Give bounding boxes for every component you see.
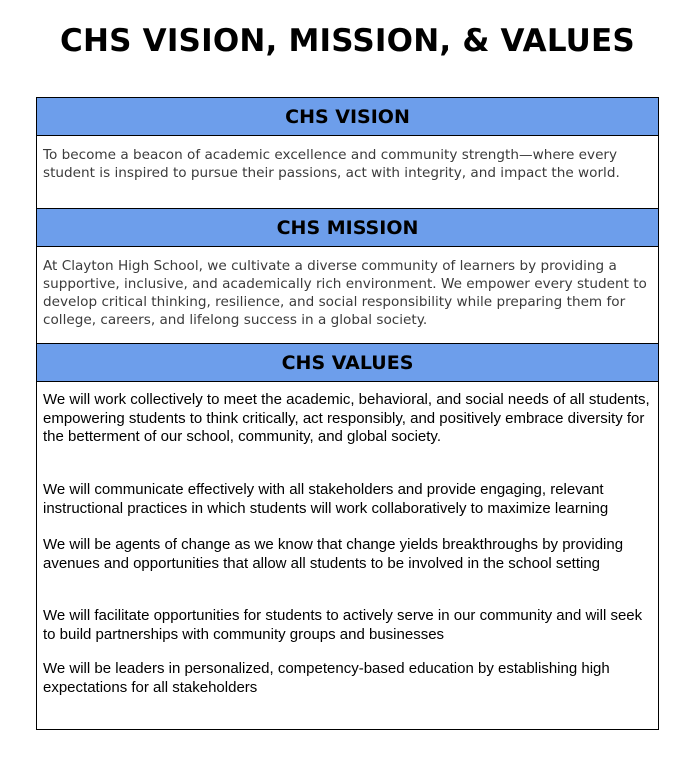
value-item: We will facilitate opportunities for students to actively serve in our community and will seek to build partnerships with community groups and businesses (43, 607, 643, 643)
page-title: CHS VISION, MISSION, & VALUES (60, 23, 635, 59)
mission-body (37, 247, 658, 343)
vision-heading: CHS VISION (37, 98, 658, 136)
mission-heading: CHS MISSION (37, 208, 658, 247)
mission-text: At Clayton High School, we cultivate a diverse community of learners by providing a supportive, inclusive, and academically rich environment. We empower every student to develop critical thinking, resilience, and social responsibility while preparing them for college, careers, and lifelong success in a global society. (43, 258, 647, 328)
values-body (37, 382, 658, 729)
values-heading: CHS VALUES (37, 343, 658, 382)
value-item: We will communicate effectively with all stakeholders and provide engaging, relevant instructional practices in which students will work collaboratively to maximize learning (43, 481, 609, 517)
value-item: We will be agents of change as we know that change yields breakthroughs by providing avenues and opportunities that allow all students to be involved in the school setting (43, 536, 624, 572)
vision-text: To become a beacon of academic excellence and community strength—where every student is inspired to pursue their passions, act with integrity, and impact the world. (43, 147, 620, 181)
value-item: We will work collectively to meet the academic, behavioral, and social needs of all students, empowering students to think critically, act responsibly, and positively embrace diversity for the betterment of our school, community, and global society. (43, 391, 650, 445)
vision-body (37, 136, 658, 208)
vmv-table (36, 97, 659, 730)
value-item: We will be leaders in personalized, competency-based education by establishing high expectations for all stakeholders (43, 660, 610, 696)
